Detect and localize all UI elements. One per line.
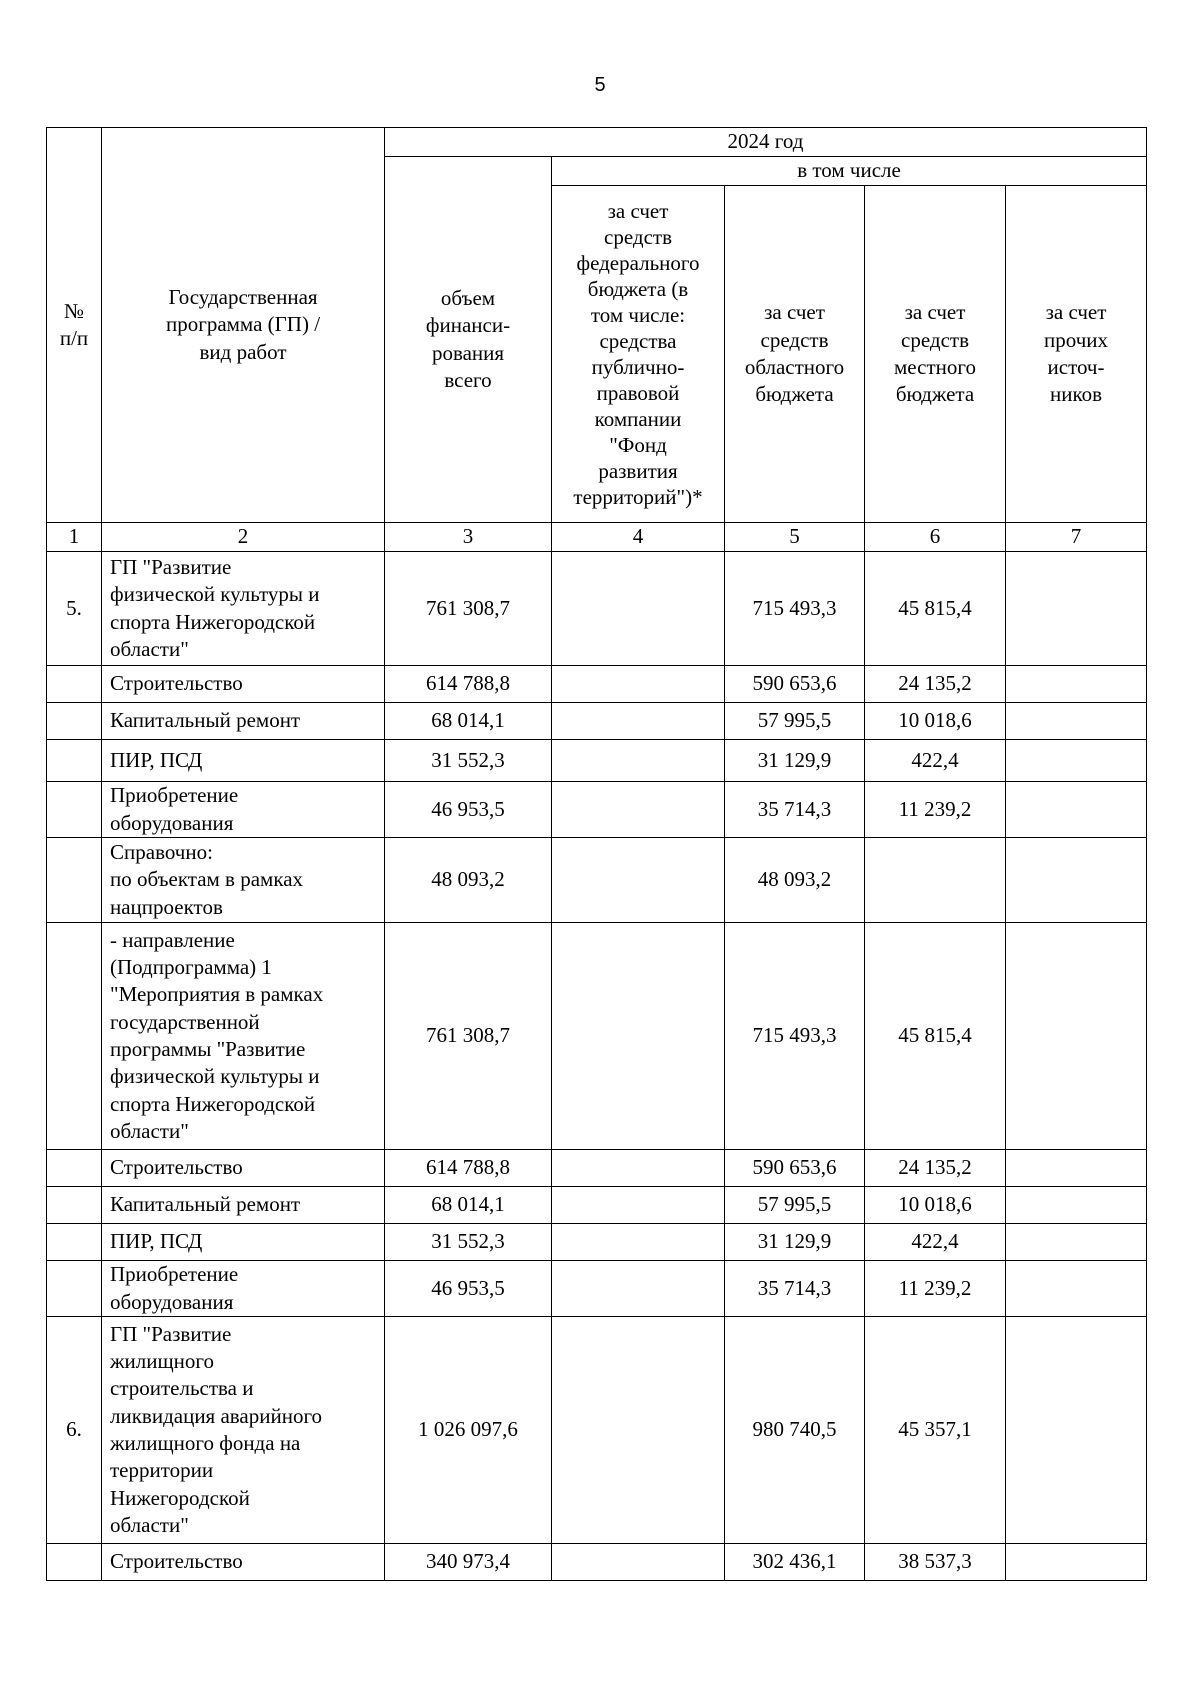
row-other (1006, 923, 1147, 1150)
financing-table (46, 127, 1147, 1581)
row-federal (552, 666, 725, 703)
row-number (47, 666, 102, 703)
row-total: 48 093,2 (385, 838, 552, 923)
table-row (47, 1150, 1147, 1187)
row-total: 614 788,8 (385, 666, 552, 703)
row-regional: 590 653,6 (725, 666, 865, 703)
row-program-name: ГП "Развитие физической культуры и спорта Нижегородской области" (102, 552, 385, 666)
row-local (865, 838, 1006, 923)
column-number: 6 (865, 523, 1006, 552)
row-regional: 31 129,9 (725, 740, 865, 782)
row-other (1006, 838, 1147, 923)
row-program-name: Капитальный ремонт (102, 703, 385, 740)
row-regional: 35 714,3 (725, 1261, 865, 1317)
row-total: 46 953,5 (385, 1261, 552, 1317)
row-number (47, 1187, 102, 1224)
row-local: 24 135,2 (865, 666, 1006, 703)
header-including: в том числе (552, 157, 1147, 186)
row-other (1006, 666, 1147, 703)
row-other (1006, 1187, 1147, 1224)
row-total: 68 014,1 (385, 1187, 552, 1224)
row-number (47, 782, 102, 838)
row-total: 761 308,7 (385, 923, 552, 1150)
row-other (1006, 1317, 1147, 1544)
row-program-name: ГП "Развитие жилищного строительства и ликвидация аварийного жилищного фонда на территории Нижегородской области" (102, 1317, 385, 1544)
row-regional: 35 714,3 (725, 782, 865, 838)
row-regional: 302 436,1 (725, 1544, 865, 1581)
table-row (47, 552, 1147, 666)
row-local: 11 239,2 (865, 1261, 1006, 1317)
row-total: 46 953,5 (385, 782, 552, 838)
row-federal (552, 703, 725, 740)
row-program-name: Строительство (102, 666, 385, 703)
row-number (47, 1224, 102, 1261)
row-number (47, 703, 102, 740)
header-col-federal: за счет средств федерального бюджета (в том числе: средства публично- правовой компании "Фонд развития территорий")* (552, 186, 725, 523)
row-other (1006, 1224, 1147, 1261)
table-row (47, 1187, 1147, 1224)
row-local: 11 239,2 (865, 782, 1006, 838)
row-program-name: ПИР, ПСД (102, 740, 385, 782)
row-number (47, 740, 102, 782)
row-regional: 57 995,5 (725, 1187, 865, 1224)
row-local: 45 815,4 (865, 923, 1006, 1150)
row-other (1006, 1544, 1147, 1581)
row-federal (552, 552, 725, 666)
row-regional: 715 493,3 (725, 552, 865, 666)
row-local: 422,4 (865, 1224, 1006, 1261)
header-col-local: за счет средств местного бюджета (865, 186, 1006, 523)
table-row (47, 740, 1147, 782)
header-col-total: объем финанси- рования всего (385, 157, 552, 523)
row-local: 45 357,1 (865, 1317, 1006, 1544)
row-program-name: Справочно: по объектам в рамках нацпроектов (102, 838, 385, 923)
row-total: 31 552,3 (385, 1224, 552, 1261)
row-program-name: Капитальный ремонт (102, 1187, 385, 1224)
row-total: 761 308,7 (385, 552, 552, 666)
row-number (47, 923, 102, 1150)
row-total: 340 973,4 (385, 1544, 552, 1581)
row-total: 68 014,1 (385, 703, 552, 740)
row-local: 10 018,6 (865, 1187, 1006, 1224)
row-regional: 980 740,5 (725, 1317, 865, 1544)
column-number: 7 (1006, 523, 1147, 552)
table-row (47, 838, 1147, 923)
row-regional: 715 493,3 (725, 923, 865, 1150)
row-local: 38 537,3 (865, 1544, 1006, 1581)
row-federal (552, 838, 725, 923)
row-program-name: Приобретение оборудования (102, 782, 385, 838)
header-year: 2024 год (385, 128, 1147, 157)
header-col-other: за счет прочих источ- ников (1006, 186, 1147, 523)
table-row (47, 1317, 1147, 1544)
table-row (47, 923, 1147, 1150)
row-local: 45 815,4 (865, 552, 1006, 666)
row-federal (552, 1224, 725, 1261)
table-row (47, 1544, 1147, 1581)
column-number-row (47, 523, 1147, 552)
table-row (47, 782, 1147, 838)
table-body (47, 552, 1147, 1581)
row-number: 5. (47, 552, 102, 666)
table-row (47, 703, 1147, 740)
row-regional: 57 995,5 (725, 703, 865, 740)
row-number (47, 1261, 102, 1317)
row-regional: 590 653,6 (725, 1150, 865, 1187)
table-row (47, 1261, 1147, 1317)
row-number (47, 1544, 102, 1581)
row-local: 422,4 (865, 740, 1006, 782)
row-other (1006, 1261, 1147, 1317)
row-other (1006, 782, 1147, 838)
column-number: 1 (47, 523, 102, 552)
row-federal (552, 782, 725, 838)
column-number: 2 (102, 523, 385, 552)
header-col-num: № п/п (47, 128, 102, 523)
row-program-name: Строительство (102, 1150, 385, 1187)
row-number (47, 1150, 102, 1187)
row-local: 24 135,2 (865, 1150, 1006, 1187)
row-federal (552, 1544, 725, 1581)
row-local: 10 018,6 (865, 703, 1006, 740)
row-program-name: Строительство (102, 1544, 385, 1581)
row-total: 1 026 097,6 (385, 1317, 552, 1544)
row-federal (552, 923, 725, 1150)
row-other (1006, 740, 1147, 782)
row-total: 614 788,8 (385, 1150, 552, 1187)
row-federal (552, 1187, 725, 1224)
row-number: 6. (47, 1317, 102, 1544)
table-row (47, 666, 1147, 703)
row-program-name: ПИР, ПСД (102, 1224, 385, 1261)
row-other (1006, 552, 1147, 666)
row-other (1006, 1150, 1147, 1187)
row-number (47, 838, 102, 923)
header-col-program: Государственная программа (ГП) / вид работ (102, 128, 385, 523)
row-regional: 48 093,2 (725, 838, 865, 923)
page-number: 5 (594, 74, 606, 96)
column-number: 3 (385, 523, 552, 552)
row-program-name: Приобретение оборудования (102, 1261, 385, 1317)
table-row (47, 1224, 1147, 1261)
row-federal (552, 1150, 725, 1187)
column-number: 5 (725, 523, 865, 552)
row-other (1006, 703, 1147, 740)
header-row-year (47, 128, 1147, 157)
row-federal (552, 1317, 725, 1544)
column-number: 4 (552, 523, 725, 552)
row-total: 31 552,3 (385, 740, 552, 782)
row-program-name: - направление (Подпрограмма) 1 "Мероприятия в рамках государственной программы "Развитие физической культуры и спорта Нижегородской области" (102, 923, 385, 1150)
row-federal (552, 740, 725, 782)
row-regional: 31 129,9 (725, 1224, 865, 1261)
header-col-regional: за счет средств областного бюджета (725, 186, 865, 523)
row-federal (552, 1261, 725, 1317)
